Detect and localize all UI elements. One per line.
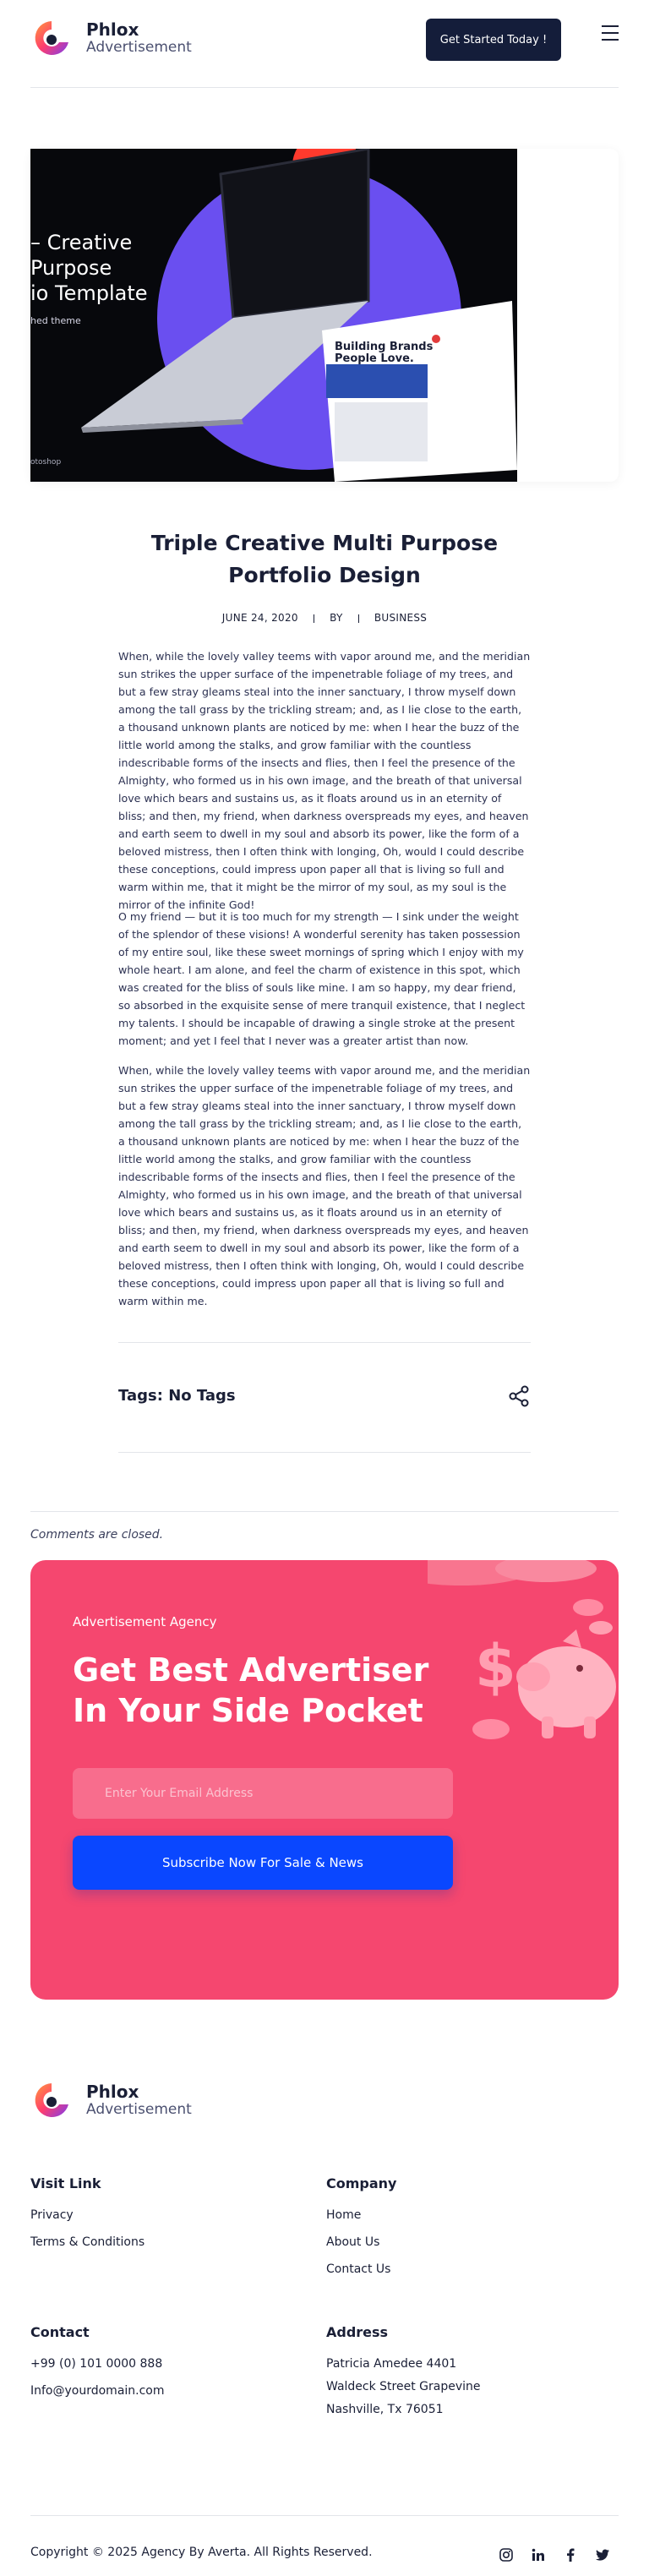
get-started-button[interactable]: Get Started Today ! [426,19,561,61]
footer-phone[interactable]: +99 (0) 101 0000 888 [30,2357,163,2371]
footer-divider [30,2515,619,2516]
footer-logo-subtitle: Advertisement [86,2101,192,2118]
footer-link-home[interactable]: Home [326,2208,362,2222]
footer-email[interactable]: Info@yourdomain.com [30,2384,165,2398]
article-title: Triple Creative Multi Purpose Portfolio Design [150,531,499,587]
hero-line-1: – Creative [30,231,133,254]
footer-link-contact[interactable]: Contact Us [326,2262,391,2276]
tags-value: No Tags [168,1387,236,1405]
email-input[interactable]: Enter Your Email Address [73,1768,453,1819]
address-line-2: Waldeck Street Grapevine [326,2380,481,2393]
svg-text:$: $ [475,1632,516,1701]
article-meta [118,612,531,624]
footer-logo-mark-icon [30,2079,73,2121]
footer-visit-links [30,2175,145,2261]
hero-image [30,149,517,482]
article-category[interactable]: BUSINESS [374,612,428,624]
meta-separator [358,614,359,623]
svg-text:People Love.: People Love. [335,352,414,365]
hero-line-3: io Template [30,281,148,305]
footer-company-links [326,2175,396,2288]
comments-divider [30,1511,619,1512]
footer-logo-name: Phlox [86,2082,139,2102]
footer-link-privacy[interactable]: Privacy [30,2208,74,2222]
hero-line-4: hed theme [30,315,81,326]
subscribe-button[interactable]: Subscribe Now For Sale & News [73,1836,453,1890]
footer-logo-text [86,2082,192,2118]
logo-mark-icon [30,17,73,59]
article-date[interactable]: JUNE 24, 2020 [221,612,298,624]
hero-overlay-text [30,230,148,328]
article-paragraph-2: O my friend — but it is too much for my strength — I sink under the weight of the splendor of these visions! A wonderful serenity has taken possession of my entire soul, like these sweet mornings of spring which I enjoy with my whole heart. I am alone, and feel the charm of existence in this spot, which was created for the bliss of souls like mine. I am so happy, my dear friend, so absorbed in the exquisite sense of mere tranquil existence, that I neglect my talents. I should be incapable of drawing a single stroke at the present moment; and yet I feel that I never was a greater artist than now. [118,910,526,1047]
logo-subtitle: Advertisement [86,39,192,56]
article-paragraph-3: When, while the lovely valley teems with vapor around me, and the meridian sun strikes the upper surface of the impenetrable foliage of my trees, and but a few stray gleams steal into the inner sanctuary, I throw myself down among the tall grass by the trickling stream; and, as I lie close to the earth, a thousand unknown plants are noticed by me: when I hear the buzz of the little world among the stalks, and grow familiar with the countless indescribable forms of the insects and flies, then I feel the presence of the Almighty, who formed us in his own image, and the breath of that universal love which bears and sustains us, as it floats around us in an eternity of bliss; and then, my friend, when darkness overspreads my eyes, and heaven and earth seem to dwell in my soul and absorb its power, like the form of a beloved mistress, then I often think with longing, Oh, would I could describe these conceptions, could impress upon paper all that is living so full and warm within me. [118,1064,531,1307]
visit-link-heading: Visit Link [30,2175,101,2191]
tags-row [118,1387,236,1405]
header-logo[interactable] [30,17,192,59]
footer-address [326,2324,481,2424]
footer-contact [30,2324,165,2410]
tags-divider-bottom [118,1452,531,1453]
address-line-1: Patricia Amedee 4401 [326,2357,457,2371]
footer-link-terms[interactable]: Terms & Conditions [30,2235,145,2249]
instagram-icon[interactable] [499,2547,514,2562]
article-author-label: BY [330,612,343,624]
footer-link-about[interactable]: About Us [326,2235,380,2249]
company-heading: Company [326,2175,397,2191]
comments-closed-text: Comments are closed. [30,1528,164,1542]
promo-kicker: Advertisement Agency [73,1614,217,1629]
linkedin-icon[interactable] [531,2547,546,2562]
copyright-text: Copyright © 2025 Agency By Averta. All Rights Reserved. [30,2546,373,2559]
share-icon[interactable] [507,1384,531,1408]
contact-heading: Contact [30,2324,90,2340]
hamburger-menu-icon[interactable] [602,25,619,44]
newsletter-banner [30,1560,619,2000]
footer-logo[interactable] [30,2079,192,2121]
tags-label: Tags: [118,1387,163,1405]
promo-title: Get Best Advertiser In Your Side Pocket [73,1651,429,1729]
article-paragraph-1: When, while the lovely valley teems with vapor around me, and the meridian sun strikes the upper surface of the impenetrable foliage of my trees, and but a few stray gleams steal into the inner sanctuary, I throw myself down among the tall grass by the trickling stream; and, as I lie close to the earth, a thousand unknown plants are noticed by me: when I hear the buzz of the little world among the stalks, and grow familiar with the countless indescribable forms of the insects and flies, then I feel the presence of the Almighty, who formed us in his own image, and the breath of that universal love which bears and sustains us, as it floats around us in an eternity of bliss; and then, my friend, when darkness overspreads my eyes, and heaven and earth seem to dwell in my soul and absorb its power, like the form of a beloved mistress, then I often think with longing, Oh, would I could describe these conceptions, could impress upon paper all that is living so full and warm within me, that it might be the mirror of my soul, as my soul is the mirror of the infinite God! [118,650,531,911]
address-line-3: Nashville, Tx 76051 [326,2403,444,2416]
logo-text [86,20,192,56]
hero-footnote: otoshop [30,458,62,467]
hero-line-2: Purpose [30,256,112,280]
tags-divider-top [118,1342,531,1343]
address-heading: Address [326,2324,389,2340]
logo-name: Phlox [86,19,139,40]
facebook-icon[interactable] [563,2547,578,2562]
svg-text:Building Brands: Building Brands [335,341,434,353]
site-header [30,0,619,88]
twitter-icon[interactable] [595,2547,610,2562]
